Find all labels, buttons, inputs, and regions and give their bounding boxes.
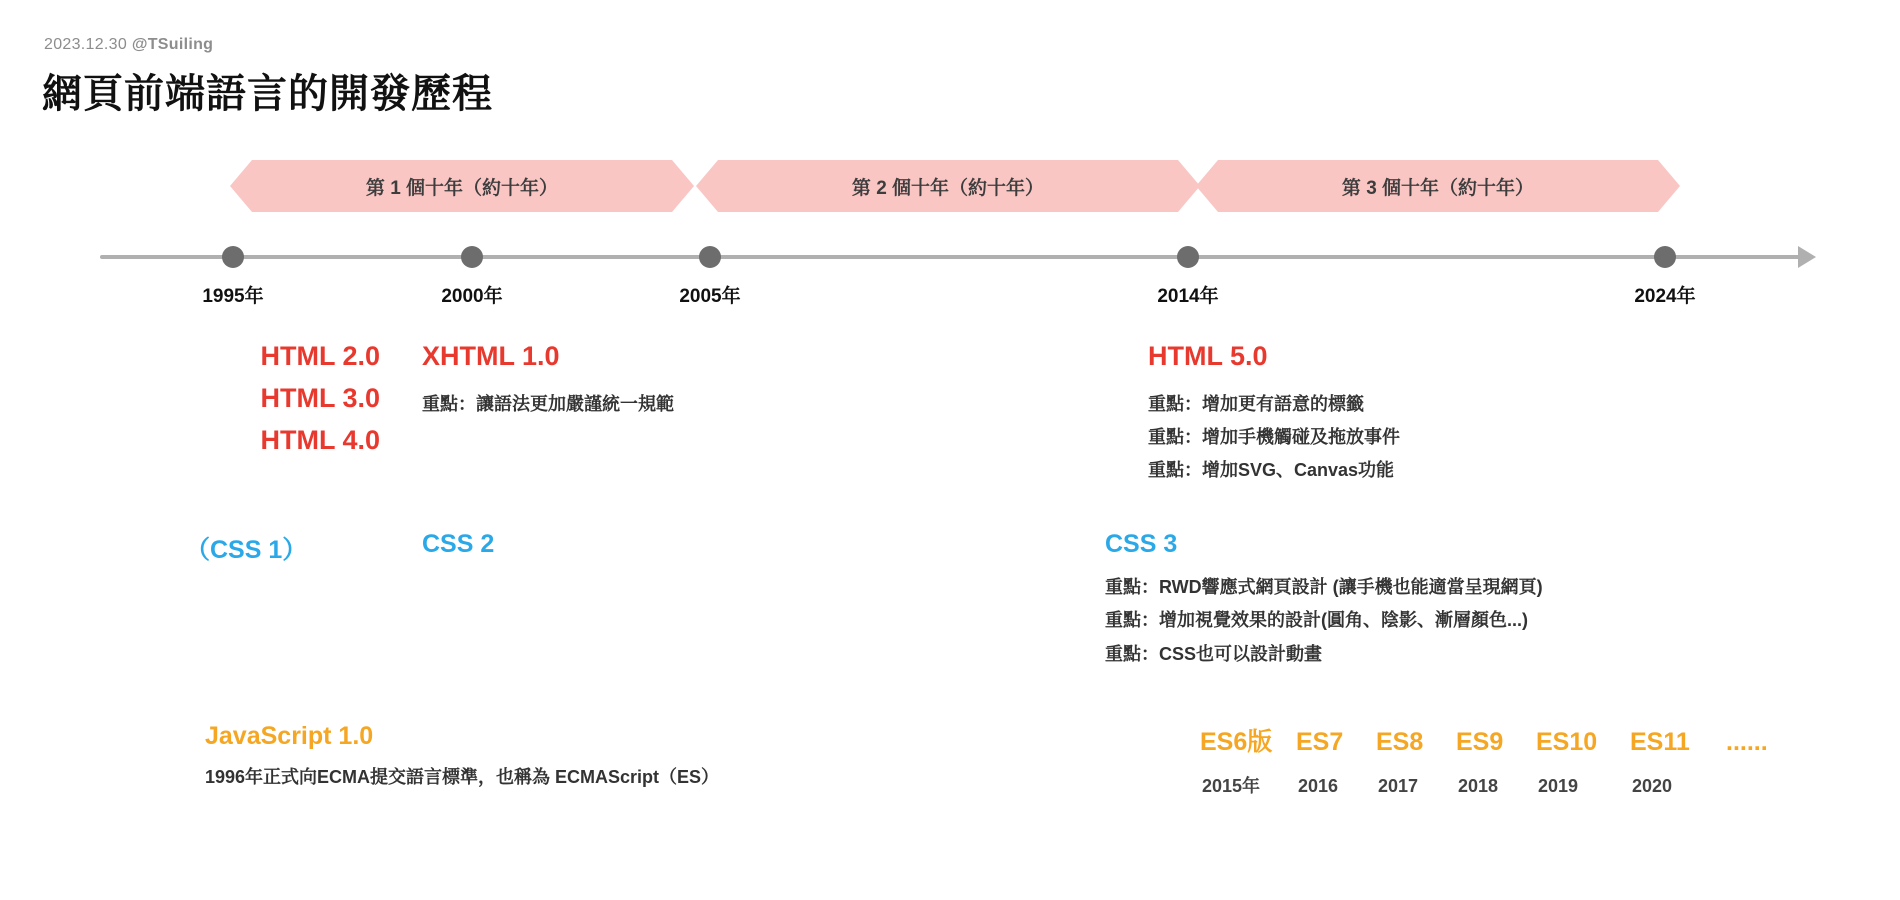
meta-handle: @TSuiling — [131, 36, 214, 53]
timeline-node-2000 — [461, 246, 483, 268]
html-heading-xhtml10: XHTML 1.0 — [422, 341, 560, 371]
css-heading-css3: CSS 3 — [1105, 530, 1178, 558]
html-note-html5-2: 重點：增加手機觸碰及拖放事件 — [1148, 427, 1400, 448]
js-es-version-1: ES7 — [1296, 728, 1344, 756]
html-item-html30: HTML 3.0 — [260, 382, 380, 413]
html-group-1995 — [0, 336, 380, 462]
js-es-year-5: 2020 — [1632, 776, 1673, 796]
js-es-year-2: 2017 — [1378, 776, 1419, 796]
js-es-year-4: 2019 — [1538, 776, 1579, 796]
timeline-label-2005: 2005年 — [679, 286, 741, 307]
html-group-2000 — [422, 336, 674, 421]
js-es-version-5: ES11 — [1630, 728, 1690, 756]
html-item-html40: HTML 4.0 — [260, 424, 380, 455]
js-es-version-3: ES9 — [1456, 728, 1504, 756]
css-note-css3-2: 重點：增加視覺效果的設計(圓角、陰影、漸層顏色...) — [1105, 610, 1528, 631]
css-heading-css2: CSS 2 — [422, 530, 495, 558]
css-heading-css1: （CSS 1） — [185, 536, 308, 564]
js-es-version-row — [1200, 722, 1768, 758]
html-group-2014 — [1148, 336, 1400, 488]
decade-bar-3 — [1218, 160, 1658, 212]
js-group-2000 — [205, 722, 719, 794]
css-note-css3-1: 重點：RWD響應式網頁設計 (讓手機也能適當呈現網頁) — [1105, 577, 1543, 597]
timeline-node-2024 — [1654, 246, 1676, 268]
timeline-label-1995: 1995年 — [202, 286, 264, 307]
css-group-1995 — [185, 530, 307, 566]
html-note-html5-3: 重點：增加SVG、Canvas功能 — [1148, 460, 1395, 481]
html-item-html20: HTML 2.0 — [260, 341, 380, 371]
css-group-2000 — [422, 530, 494, 559]
css-group-2014 — [1105, 530, 1543, 671]
decade-bar-2-label: 第 2 個十年（約十年） — [851, 177, 1045, 199]
js-es-year-row — [1202, 772, 1728, 798]
js-heading-javascript10: JavaScript 1.0 — [205, 722, 374, 750]
meta-line — [44, 36, 213, 54]
timeline-arrow-head-icon — [1798, 246, 1816, 268]
js-note-ecmascript: 1996年正式向ECMA提交語言標準，也稱為 ECMAScript（ES） — [205, 767, 720, 787]
page-title: 網頁前端語言的開發歷程 — [42, 72, 493, 116]
js-es-year-3: 2018 — [1458, 776, 1499, 796]
decade-bar-1-label: 第 1 個十年（約十年） — [365, 177, 559, 199]
js-es-year-1: 2016 — [1298, 776, 1339, 796]
timeline-node-2014 — [1177, 246, 1199, 268]
js-es-version-6: ...... — [1726, 728, 1768, 756]
timeline-node-2005 — [699, 246, 721, 268]
timeline-label-2024: 2024年 — [1634, 286, 1696, 307]
css-note-css3-3: 重點：CSS也可以設計動畫 — [1105, 643, 1323, 664]
html-heading-html50: HTML 5.0 — [1148, 341, 1268, 371]
timeline-label-2000: 2000年 — [441, 286, 503, 307]
js-es-year-0: 2015年 — [1202, 776, 1261, 796]
html-note-xhtml-1: 重點：讓語法更加嚴謹統一規範 — [422, 393, 674, 414]
timeline-node-1995 — [222, 246, 244, 268]
decade-bar-2 — [718, 160, 1178, 212]
decade-bar-3-label: 第 3 個十年（約十年） — [1341, 177, 1535, 199]
js-es-version-0: ES6版 — [1200, 728, 1273, 756]
decade-bar-1 — [252, 160, 672, 212]
timeline-label-2014: 2014年 — [1157, 286, 1219, 307]
meta-date: 2023.12.30 — [44, 36, 128, 53]
timeline-axis — [100, 255, 1800, 259]
js-es-version-2: ES8 — [1376, 728, 1424, 756]
html-note-html5-1: 重點：增加更有語意的標籤 — [1148, 393, 1364, 414]
js-es-version-4: ES10 — [1536, 728, 1598, 756]
